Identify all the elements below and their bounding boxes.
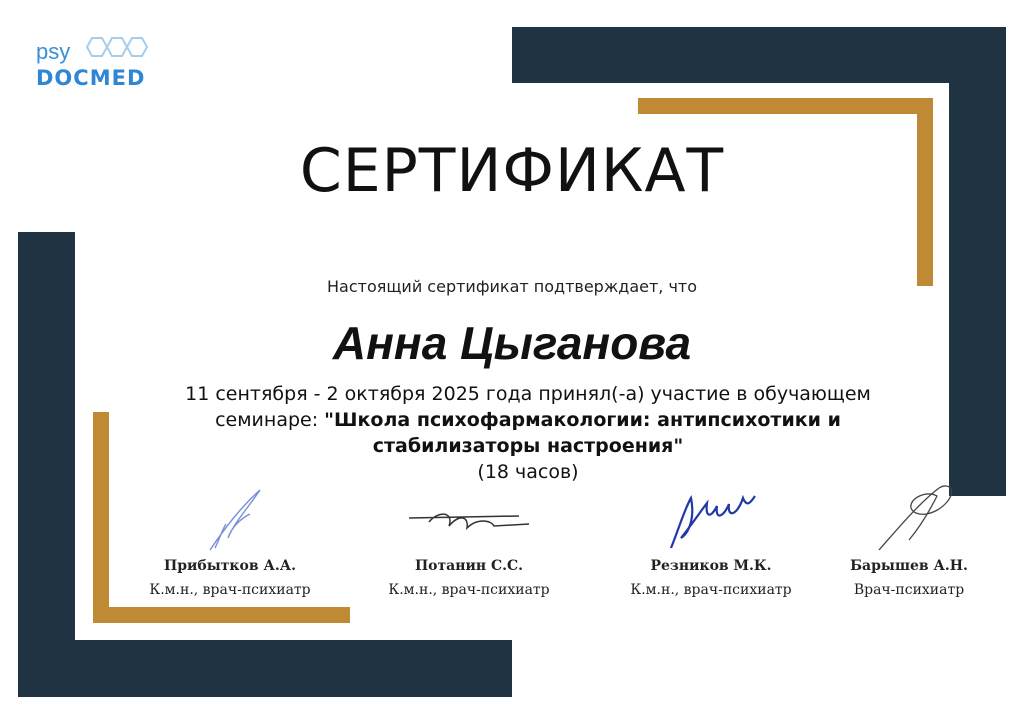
logo-psy: psy (36, 39, 71, 64)
signatory-4-name: Барышев А.Н. (850, 558, 968, 574)
signature-4-icon (849, 478, 969, 558)
signatory-1 (115, 478, 345, 598)
signatory-2-name: Потанин С.С. (414, 558, 524, 574)
seminar-title-line (140, 407, 916, 459)
seminar-prefix: семинаре: (215, 409, 325, 431)
signatory-4 (794, 478, 1024, 598)
signatory-4-role: Врач-психиатр (853, 582, 965, 598)
signature-3-icon (651, 478, 771, 558)
seminar-hours: (18 часов) (477, 461, 579, 483)
signatory-3-role: К.м.н., врач-психиатр (630, 582, 792, 598)
seminar-dates-line: 11 сентября - 2 октября 2025 года принял(-а) участие в обучающем (185, 383, 871, 405)
certificate-title: СЕРТИФИКАТ (299, 136, 725, 206)
signatory-3-name: Резников М.К. (650, 558, 772, 574)
signatory-3 (596, 478, 826, 598)
logo-hexagon-icon (82, 36, 172, 66)
recipient-name: Анна Цыганова (332, 317, 692, 369)
frame-gold-bottom-horizontal (93, 607, 350, 623)
signatory-1-name: Прибытков А.А. (163, 558, 297, 574)
seminar-title: "Школа психофармакологии: антипсихотики и стабилизаторы настроения" (324, 409, 841, 457)
logo (34, 36, 184, 96)
signature-2-icon (399, 478, 539, 558)
signatory-2 (354, 478, 584, 598)
signature-1-icon (170, 478, 290, 558)
seminar-description (140, 381, 916, 485)
confirm-text: Настоящий сертификат подтверждает, что (326, 277, 698, 296)
frame-gold-top-horizontal (638, 98, 933, 114)
logo-docmed: DOCMED (36, 66, 146, 90)
signatory-1-role: К.м.н., врач-психиатр (149, 582, 311, 598)
signatory-2-role: К.м.н., врач-психиатр (388, 582, 550, 598)
